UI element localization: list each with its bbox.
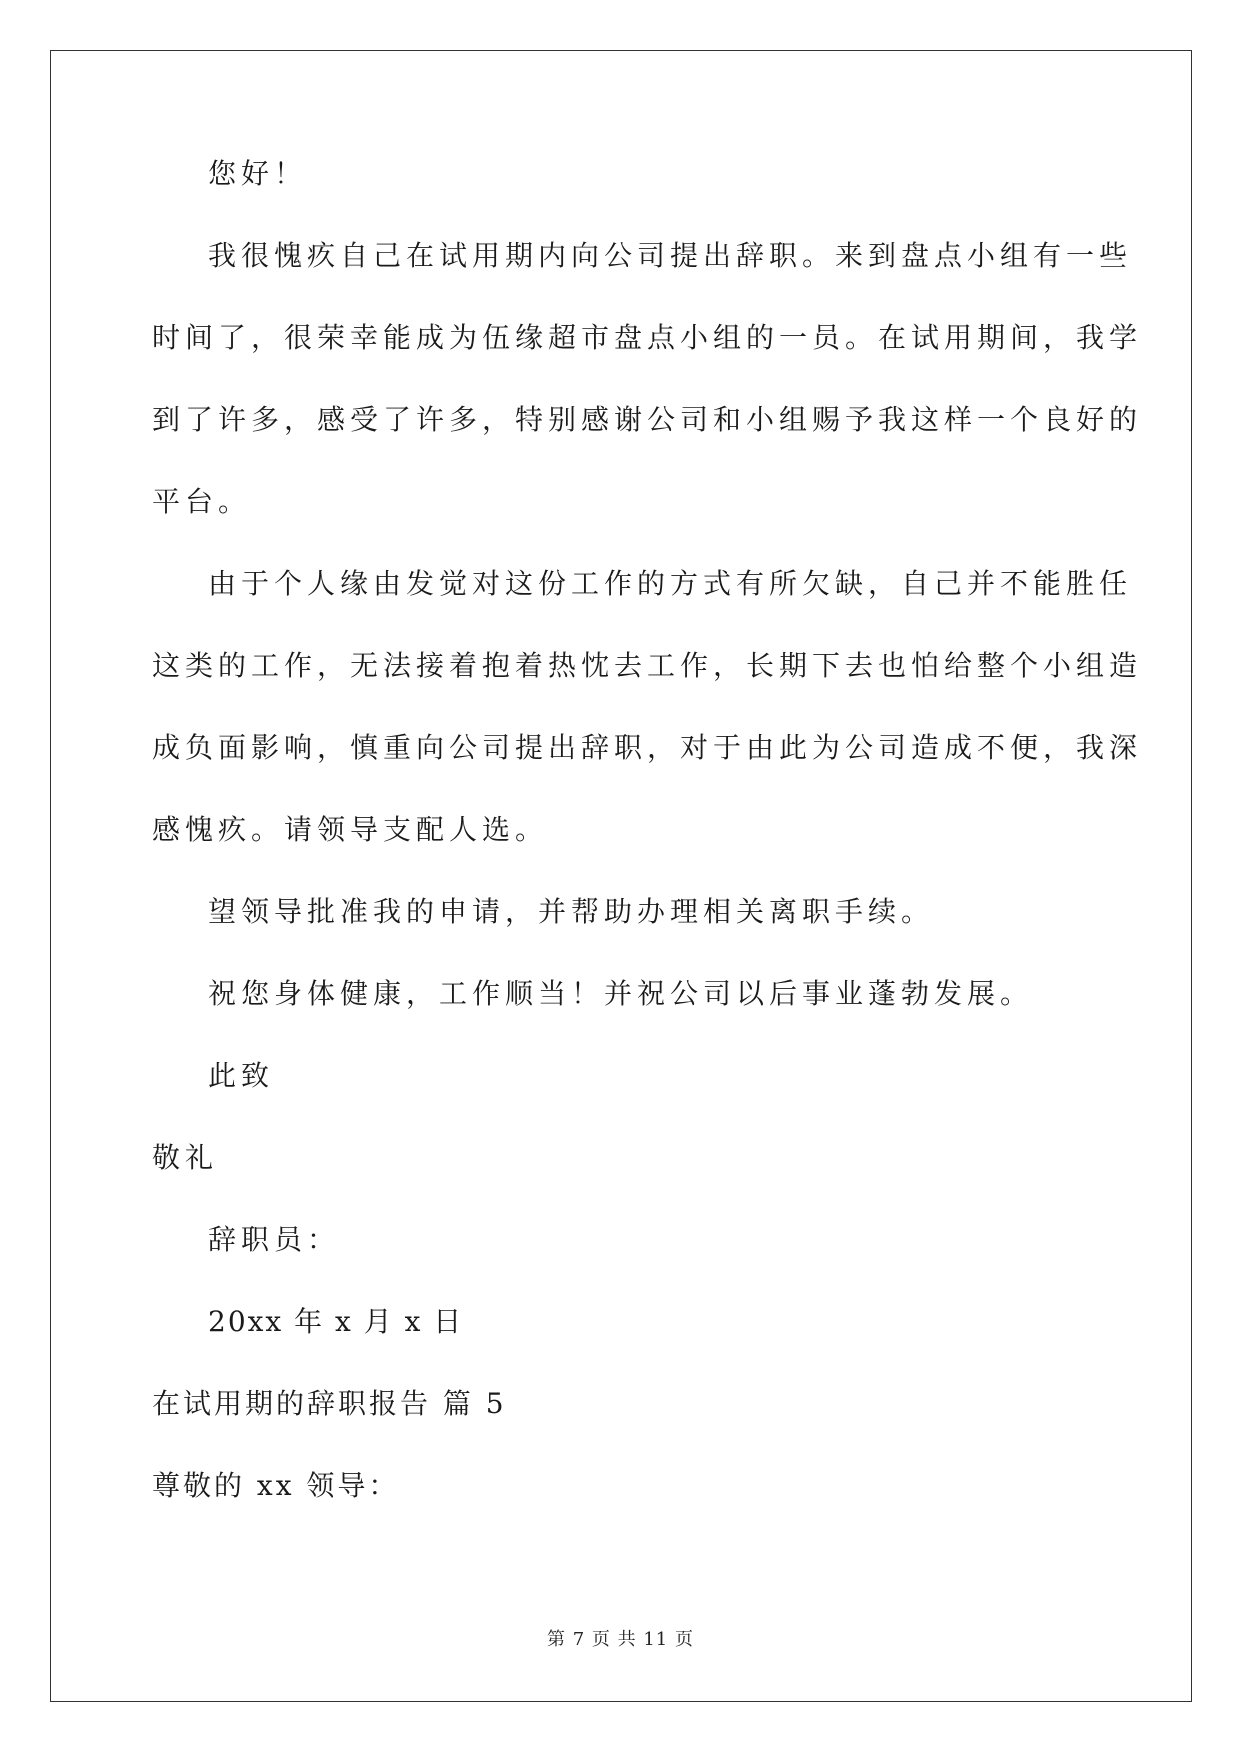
paragraph-2 bbox=[152, 543, 1143, 871]
paragraph-1-line-4: 平台。 bbox=[152, 485, 252, 518]
paragraph-4: 祝您身体健康，工作顺当！并祝公司以后事业蓬勃发展。 bbox=[208, 977, 1034, 1010]
paragraph-2-line-4: 感愧疚。请领导支配人选。 bbox=[152, 813, 549, 846]
paragraph-2-line-2: 这类的工作，无法接着抱着热忱去工作，长期下去也怕给整个小组造 bbox=[152, 649, 1143, 682]
date-line: 20xx 年 x 月 x 日 bbox=[208, 1305, 464, 1338]
greeting: 您好！ bbox=[208, 157, 308, 190]
next-salutation: 尊敬的 xx 领导： bbox=[152, 1469, 400, 1502]
paragraph-1-line-1: 我很愧疚自己在试用期内向公司提出辞职。来到盘点小组有一些 bbox=[208, 239, 1133, 272]
closing-ci-zhi: 此致 bbox=[208, 1059, 275, 1092]
paragraph-1-line-2: 时间了，很荣幸能成为伍缘超市盘点小组的一员。在试用期间，我学 bbox=[152, 321, 1143, 354]
paragraph-3: 望领导批准我的申请，并帮助办理相关离职手续。 bbox=[208, 895, 935, 928]
signer-label: 辞职员： bbox=[208, 1223, 341, 1256]
paragraph-2-line-3: 成负面影响，慎重向公司提出辞职，对于由此为公司造成不便，我深 bbox=[152, 731, 1143, 764]
next-section-title: 在试用期的辞职报告 篇 5 bbox=[152, 1387, 507, 1420]
page-footer: 第 7 页 共 11 页 bbox=[547, 1629, 694, 1650]
paragraph-1 bbox=[152, 215, 1143, 543]
closing-jing-li: 敬礼 bbox=[152, 1141, 219, 1174]
paragraph-1-line-3: 到了许多，感受了许多，特别感谢公司和小组赐予我这样一个良好的 bbox=[152, 403, 1143, 436]
paragraph-2-line-1: 由于个人缘由发觉对这份工作的方式有所欠缺，自己并不能胜任 bbox=[208, 567, 1133, 600]
